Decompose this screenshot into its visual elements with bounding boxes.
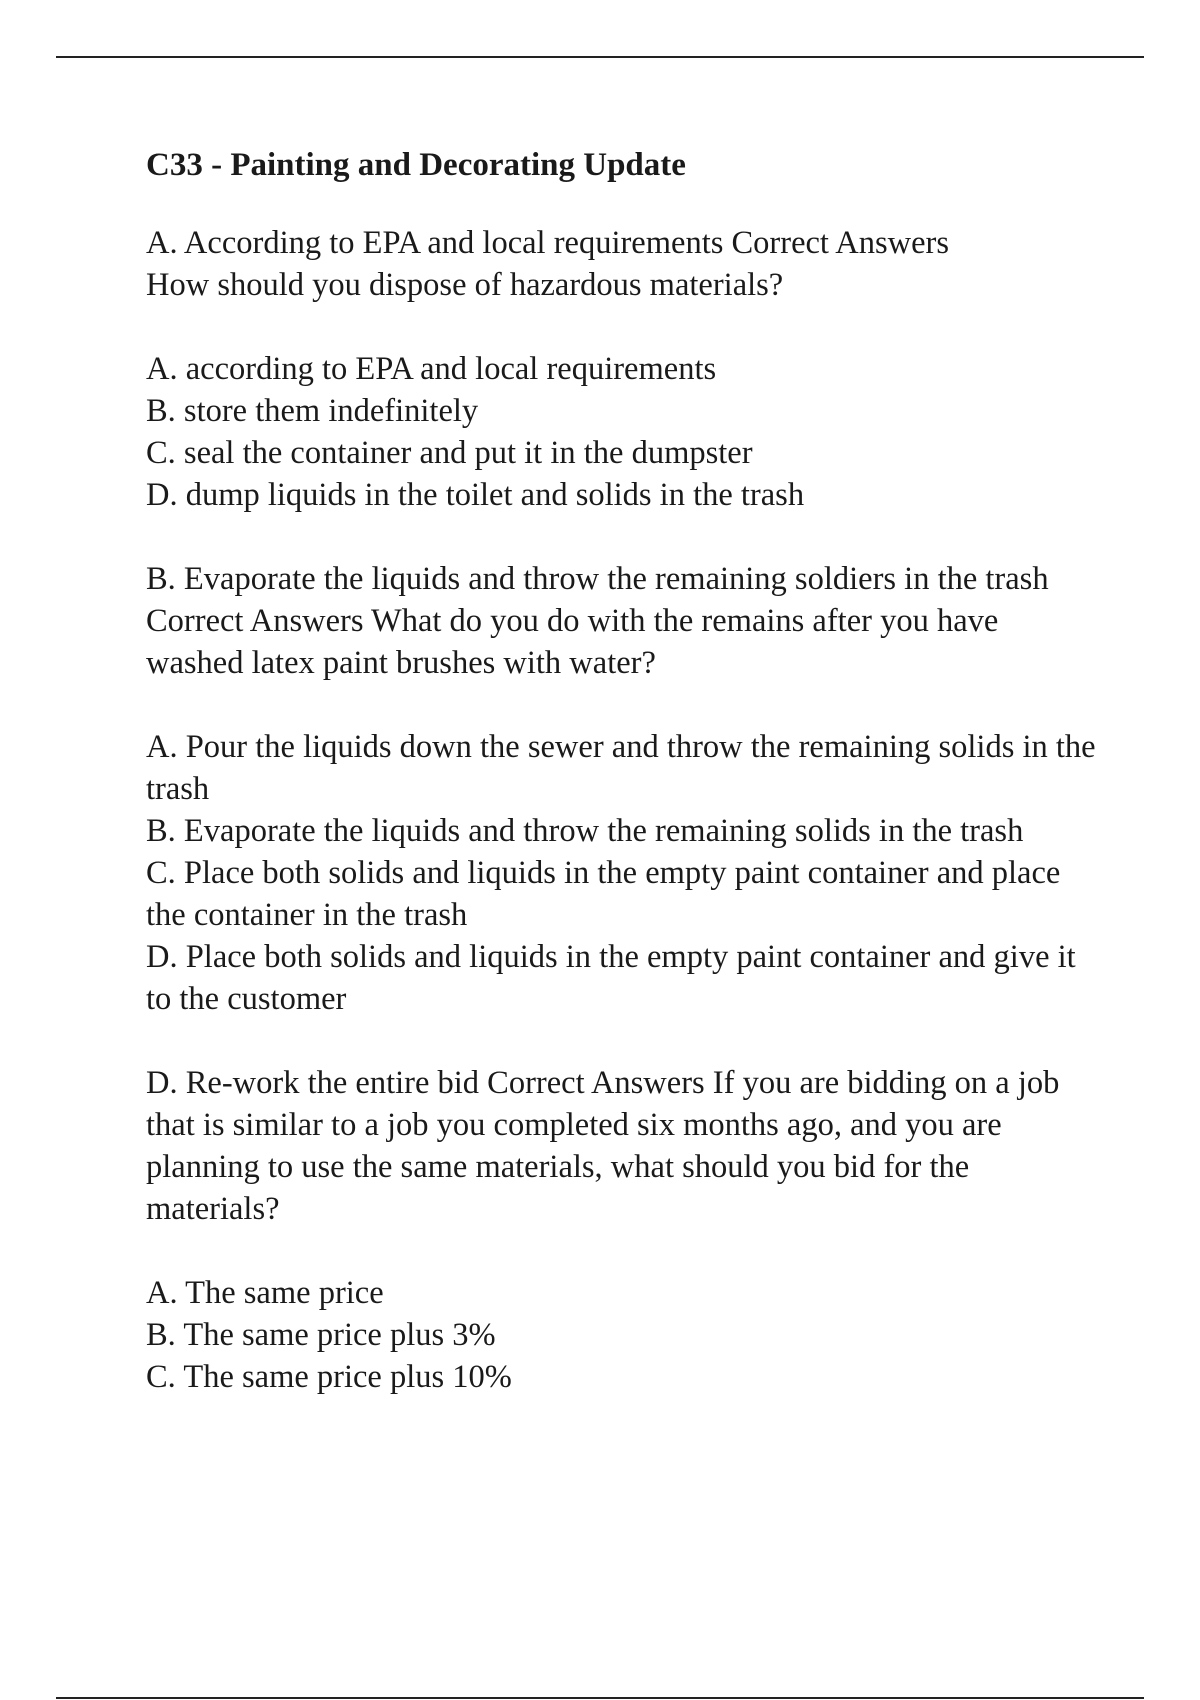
question-1 (146, 222, 1096, 516)
option-item: D. Place both solids and liquids in the empty paint container and give it to the customer (146, 939, 1076, 1017)
option-item: A. Pour the liquids down the sewer and throw the remaining solids in the trash (146, 729, 1096, 807)
option-item: C. seal the container and put it in the dumpster (146, 435, 753, 471)
bottom-divider (56, 1697, 1144, 1699)
option-item: B. store them indefinitely (146, 393, 479, 429)
page-title: C33 - Painting and Decorating Update (146, 147, 686, 183)
option-item: C. Place both solids and liquids in the empty paint container and place the container in the trash (146, 855, 1061, 933)
document-body (146, 144, 1096, 1440)
option-item: C. The same price plus 10% (146, 1359, 512, 1395)
option-item: B. Evaporate the liquids and throw the remaining solids in the trash (146, 813, 1024, 849)
question-3-options (146, 1272, 1096, 1398)
option-item: D. dump liquids in the toilet and solids in the trash (146, 477, 805, 513)
top-divider (56, 56, 1144, 58)
question-1-prompt: A. According to EPA and local requirements Correct Answers How should you dispose of hazardous materials? (146, 225, 950, 303)
question-2 (146, 558, 1096, 1020)
option-item: A. The same price (146, 1275, 384, 1311)
question-3-prompt: D. Re-work the entire bid Correct Answers If you are bidding on a job that is similar to a job you completed six months ago, and you are planning to use the same materials, what should you bid for the materials? (146, 1065, 1060, 1227)
question-3 (146, 1062, 1096, 1398)
question-2-prompt: B. Evaporate the liquids and throw the remaining soldiers in the trash Correct Answers What do you do with the remains after you have washed latex paint brushes with water? (146, 561, 1049, 681)
question-2-options (146, 726, 1096, 1020)
option-item: A. according to EPA and local requirements (146, 351, 717, 387)
question-1-options (146, 348, 1096, 516)
option-item: B. The same price plus 3% (146, 1317, 496, 1353)
